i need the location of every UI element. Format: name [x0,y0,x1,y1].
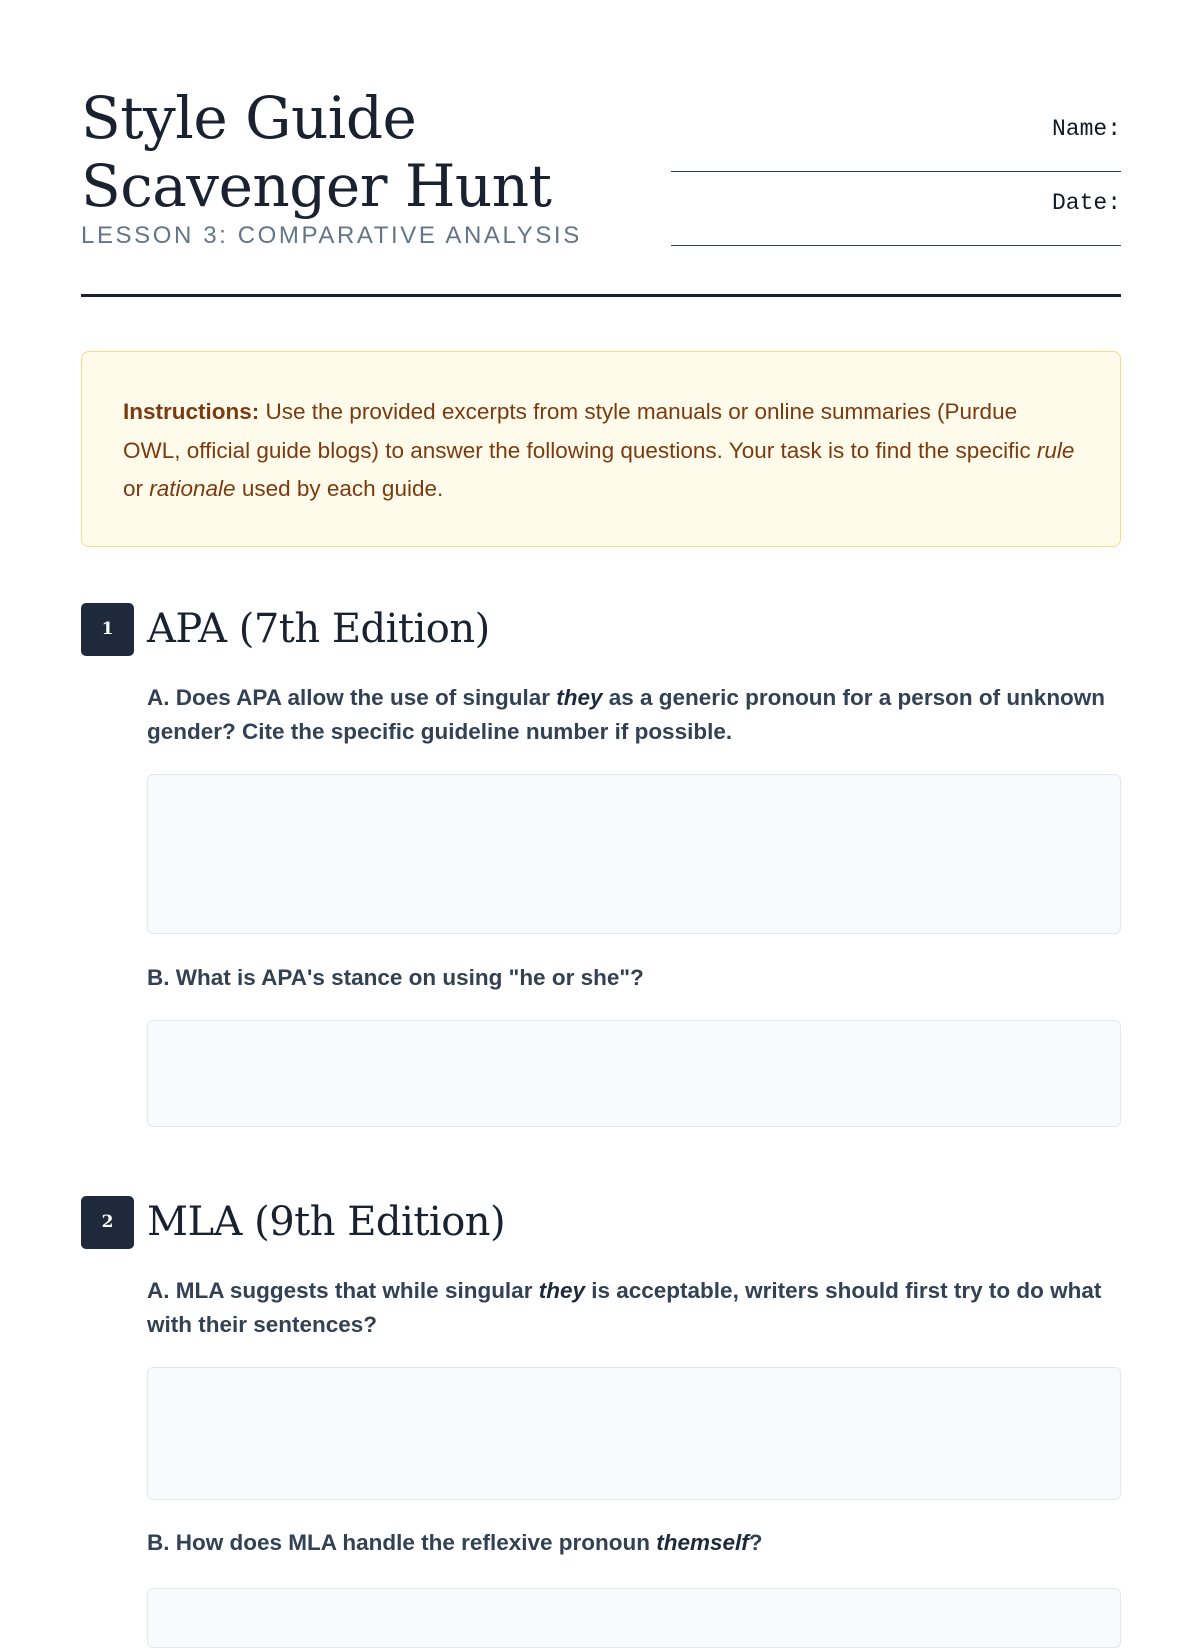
date-label: Date: [1051,190,1121,216]
answer-box-apa-a[interactable] [147,774,1121,934]
student-info [671,112,1121,260]
instructions-em-rule: rule [1036,437,1075,463]
date-field-line[interactable] [671,245,1121,246]
instructions-box [81,351,1121,547]
name-row [671,112,1121,186]
section-title: MLA (9th Edition) [147,1199,506,1245]
worksheet-page [81,0,1121,1555]
question-text: A. MLA suggests that while singular [147,1278,539,1303]
section-title: APA (7th Edition) [147,606,490,652]
section-number-badge: 1 [81,603,134,656]
answer-box-apa-b[interactable] [147,1020,1121,1127]
answer-box-mla-a[interactable] [147,1367,1121,1500]
question-emphasis: they [538,1278,585,1303]
instructions-text-2: or [123,476,150,501]
instructions-lead: Instructions: [123,399,260,424]
question-emphasis: themself [656,1530,749,1555]
question-mla-a [147,1274,1121,1342]
name-field-line[interactable] [671,171,1121,172]
page-title: Style Guide Scavenger Hunt [81,84,552,220]
header-divider [81,294,1121,297]
question-apa-b [147,961,1121,995]
instructions-text-1: Use the provided excerpts from style manuals or online summaries (Purdue OWL, official guide blogs) to answer the following questions. Your task is to find the specific [123,399,1037,463]
question-apa-a [147,681,1121,749]
question-text-end: is acceptable, writers should first try to do what with their sentences? [147,1278,1102,1337]
instructions-em-rationale: rationale [149,476,236,501]
name-label: Name: [1051,116,1121,142]
question-text-end: ? [748,1530,763,1555]
instructions-text-3: used by each guide. [235,476,444,501]
section-number-badge: 2 [81,1196,134,1249]
date-row [671,186,1121,260]
question-text: B. How does MLA handle the reflexive pronoun [147,1530,657,1555]
question-text-end: as a generic pronoun for a person of unknown gender? Cite the specific guideline number if possible. [147,685,1106,744]
answer-box-mla-b[interactable] [147,1588,1121,1648]
question-text: A. Does APA allow the use of singular [147,685,557,710]
worksheet-header [81,0,1121,298]
question-mla-b [147,1526,1121,1560]
question-emphasis: they [556,685,603,710]
question-text: B. What is APA's stance on using "he or she"? [147,965,644,990]
lesson-subtitle: LESSON 3: COMPARATIVE ANALYSIS [81,222,582,249]
